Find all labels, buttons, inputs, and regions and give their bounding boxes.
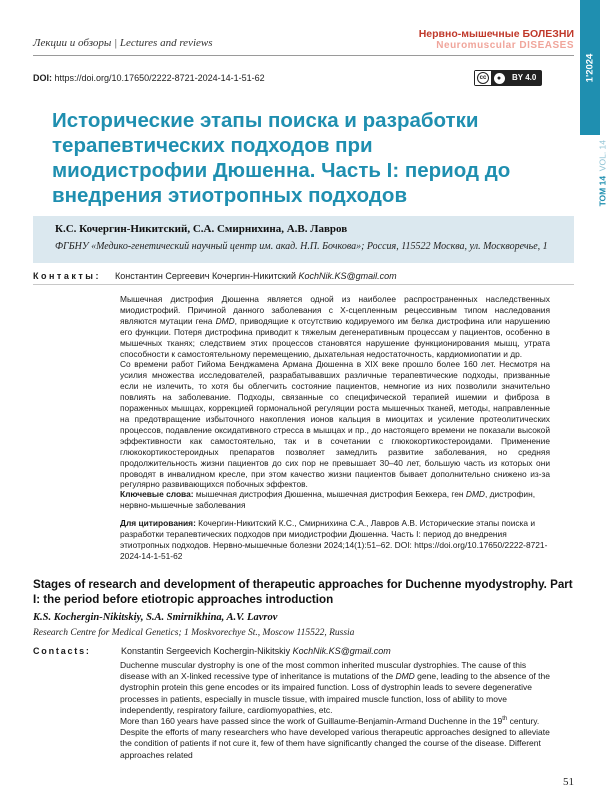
- abstract-ru-paragraph-1: Мышечная дистрофия Дюшенна является одной из наиболее распространенных наследственных миодистрофий. Причиной данного заболевания с Х-сцепленным рецессивным типом наследования являются мутации гена DMD, приводящие к отсутствию кодируемого им белка дистрофина или нарушению его функции. Потеря дистрофина приводит к тяжелым дегенеративным процессам у пациентов, особенно в мышечных тканях; следствием этих процессов становятся нарушение функционирования мышц, утрата способности к самостоятельному перемещению, дыхательная недостаточность, кардиомиопатии и др.: [120, 294, 550, 359]
- contacts-ru: [33, 271, 397, 281]
- gene-name: DMD: [215, 315, 235, 326]
- cc-icon: cc: [475, 71, 491, 85]
- contacts-divider: [33, 284, 574, 285]
- contact-name-en: Konstantin Sergeevich Kochergin-Nikitskiy: [121, 646, 291, 656]
- page-number: 51: [563, 776, 574, 788]
- abstract-en: [120, 660, 552, 761]
- abstract-en-paragraph-1: Duchenne muscular dystrophy is one of the most common inherited muscular dystrophies. The cause of this disease with an X-linked recessive type of inheritance is mutations of the DMD gene, leading to the absence of the dystrophin protein this gene encodes or its impaired function. Loss of dystrophin leads to severe degenerative processes in patients, especially in muscle tissue, with impaired muscle function, loss of ability to move independently, respiratory failure, cardiomyopathies, etc.: [120, 660, 550, 715]
- contacts-label-en: Contacts:: [33, 646, 91, 656]
- contact-name-ru: Константин Сергеевич Кочергин-Никитский: [115, 271, 296, 281]
- doi-link[interactable]: https://doi.org/10.17650/2222-8721-2024-14-1-51-62: [54, 73, 265, 83]
- cc-license-badge[interactable]: [474, 70, 542, 86]
- abstract-en-paragraph-2: More than 160 years have passed since the work of Guillaume-Benjamin-Armand Duchenne in the 19th century. Despite the efforts of many researchers who have developed various therapeutic approaches designed to alleviate the condition of patients if not cure it, few of them have significantly changed the course of the disease. Different approaches related: [120, 716, 550, 760]
- rubric: Лекции и обзоры | Lectures and reviews: [33, 37, 213, 49]
- abstract-ru: [120, 294, 550, 490]
- contacts-en: [33, 646, 391, 656]
- license-label: BY 4.0: [507, 71, 541, 85]
- citation-text: Кочергин-Никитский К.С., Смирнихина С.А., Лавров А.В. Исторические этапы поиска и разработки терапевтических подходов при миодистрофии Дюшенна. Часть I: период до внедрения этиотропных подходов. Нервно-мышечные болезни 2024;14(1):51–62. DOI: https://doi.org/10.17650/2222-8721-2024-14-1-51-62: [120, 518, 548, 561]
- gene-name-en: DMD: [395, 671, 415, 682]
- journal-name-ru: Нервно-мышечные БОЛЕЗНИ: [418, 28, 574, 40]
- by-person-icon: ●: [491, 71, 507, 85]
- affiliation-en: Research Centre for Medical Genetics; 1 Moskvorechye St., Moscow 115522, Russia: [33, 628, 355, 638]
- doi-line: [33, 73, 265, 83]
- article-title-en: Stages of research and development of therapeutic approaches for Duchenne myodystrophy. Part I: the period before etiotropic approaches introduction: [33, 578, 573, 606]
- authors-ru: К.С. Кочергин-Никитский, С.А. Смирнихина, А.В. Лавров: [55, 223, 348, 235]
- contact-email-ru[interactable]: KochNik.KS@gmail.com: [298, 271, 397, 281]
- affiliation-ru: ФГБНУ «Медико-генетический научный центр им. акад. Н.П. Бочкова»; Россия, 115522 Москва, ул. Москворечье, 1: [55, 241, 548, 252]
- journal-name-en: Neuromuscular DISEASES: [436, 40, 574, 51]
- volume-en: VOL. 14: [597, 140, 607, 172]
- journal-name: [419, 28, 574, 51]
- citation-ru: [120, 518, 550, 562]
- contacts-label-ru: Контакты:: [33, 271, 101, 281]
- doi-label: DOI:: [33, 73, 52, 83]
- authors-box: [33, 216, 574, 263]
- header-divider: [33, 55, 574, 56]
- article-title-ru: Исторические этапы поиска и разработки терапевтических подходов при миодистрофии Дюшенна. Часть I: период до внедрения этиотропных подходов: [52, 109, 511, 207]
- keywords-ru: Ключевые слова: мышечная дистрофия Дюшенна, мышечная дистрофия Беккера, ген DMD, дистрофин, нервно-мышечные заболевания: [120, 489, 536, 510]
- keywords-label: Ключевые слова:: [120, 489, 194, 499]
- authors-en: K.S. Kochergin-Nikitskiy, S.A. Smirnikhina, A.V. Lavrov: [33, 612, 278, 623]
- citation-label: Для цитирования:: [120, 518, 196, 528]
- abstract-ru-paragraph-2: Со времени работ Гийома Бенджамена Армана Дюшенна в XIX веке прошло более 160 лет. Несмотря на усилия множества исследователей, разрабатывавших различные терапевтические подходы, призванные если не излечить, то хотя бы облегчить состояние пациентов, немногие из них позволили значительно повлиять на заболевание. Подходы, связанные со специфической терапией ишемии и фиброза в пораженных мышцах, коррекцией гормональной регуляции роста мышечных тканей, методы, направленные на предотвращение избыточного накопления ионов кальция в миоцитах и усиление протеолитических процессов, подавление оксидативного стресса в мышцах и пр., до настоящего времени не показали высокой эффективности как самостоятельно, так и в сочетании с глюкокортикостероидами. Применение глюкокортикостероидных препаратов позволяет замедлить развитие заболевания, но средняя продолжительность жизни пациентов до сих пор не превышает 30–40 лет, большую часть из которых они проводят в инвалидном кресле, при этом качество жизни пациентов бывает дополнительно снижено из-за регулярно развивающихся побочных эффектов.: [120, 359, 550, 490]
- contact-email-en[interactable]: KochNik.KS@gmail.com: [292, 646, 391, 656]
- volume-ru: ТОМ 14: [597, 175, 607, 207]
- volume-label: [597, 140, 607, 206]
- issue-side-bar: [580, 0, 600, 135]
- issue-number: 1'2024: [584, 53, 596, 82]
